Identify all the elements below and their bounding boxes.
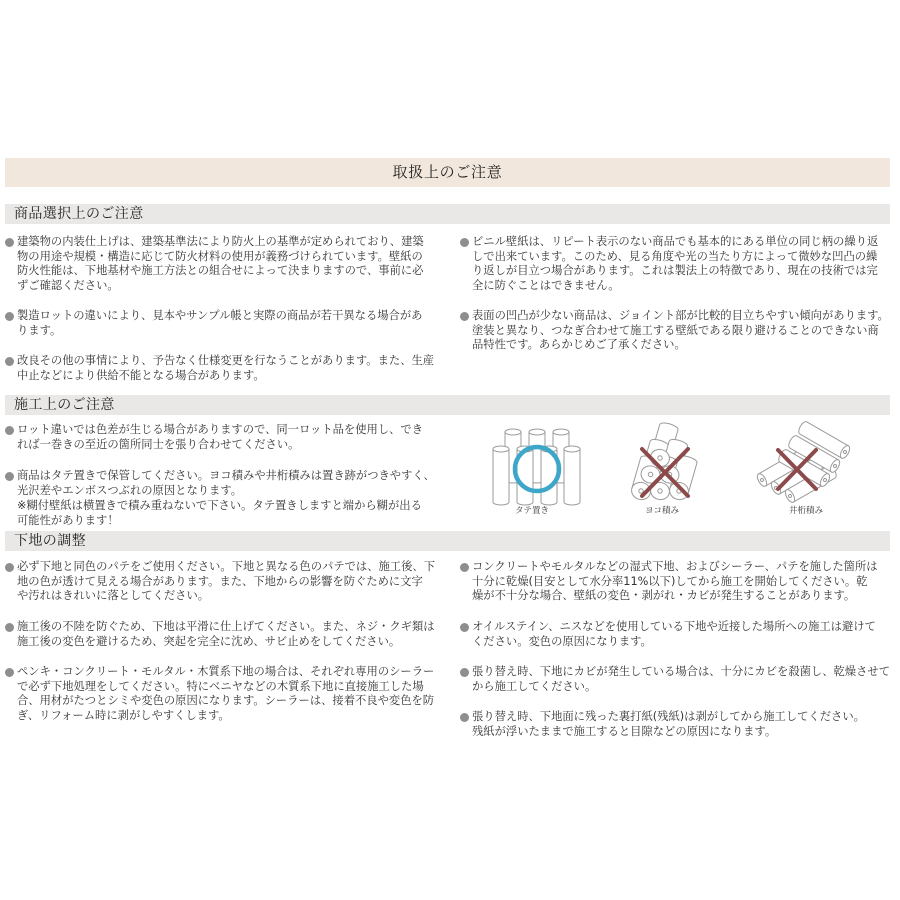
illustration-label-horizontal: ヨコ積み	[644, 506, 679, 516]
bullet-icon	[5, 426, 14, 435]
text-line: 商品はタテ置きで保管してください。ヨコ積みや井桁積みは置き跡がつきやすく、	[17, 469, 435, 482]
text-line: 品特性です。あらかじめご了承ください。	[472, 338, 686, 352]
title-bar	[5, 158, 890, 187]
text-line: 必ず下地と同色のパテをご使用ください。下地と異なる色のパテでは、施工後、下	[17, 560, 435, 573]
text-line: オイルステイン、ニスなどを使用している下地や近接した場所への施工は避けて	[472, 620, 876, 633]
text-line: 防火性能は、下地基材や施工方法との組合せによって決まりますので、事前に必	[17, 264, 424, 278]
caution-item	[472, 235, 878, 293]
bullet-icon	[460, 713, 469, 722]
bullet-icon	[5, 357, 14, 366]
bullet-icon	[5, 472, 14, 481]
section-heading: 下地の調整	[14, 533, 86, 549]
text-line: 光沢差やエンボスつぶれの原因となります。	[17, 483, 243, 497]
text-line: 建築物の内装仕上げは、建築基準法により防火上の基準が定められており、建築	[17, 235, 424, 248]
bullet-icon	[460, 563, 469, 572]
caution-item	[472, 620, 876, 649]
text-line: 中止などにより供給不能となる場合があります。	[17, 368, 265, 382]
storage-illustrations	[480, 420, 860, 508]
bullet-icon	[5, 563, 14, 572]
page-title: 取扱上のご注意	[392, 163, 503, 181]
caution-item	[17, 560, 435, 604]
text-line: 十分に乾燥(目安として水分率11%以下)してから施工を開始してください。乾	[472, 574, 868, 588]
section-heading: 商品選択上のご注意	[14, 206, 144, 222]
caution-item	[17, 620, 435, 649]
text-line: 張り替え時、下地にカビが発生している場合は、十分にカビを殺菌し、乾燥させて	[472, 665, 890, 678]
text-line: コンクリートやモルタルなどの湿式下地、およびシーラー、パテを施した箇所は	[472, 560, 878, 573]
section-header-product-selection	[5, 204, 890, 224]
text-line: で必ず下地処理をしてください。特にベニヤなどの木質系下地に直接施工した場	[17, 679, 424, 693]
text-line: 塗装と異なり、つなぎ合わせて施工する壁紙である限り避けることのできない商	[472, 323, 879, 337]
roll	[493, 446, 509, 505]
caution-item	[17, 354, 434, 383]
illustration-label-crisscross: 井桁積み	[788, 506, 823, 516]
bullet-icon	[460, 668, 469, 677]
caution-item	[17, 665, 434, 723]
illustration-label-upright: タテ置き	[514, 506, 549, 516]
bullet-icon	[460, 312, 469, 321]
caution-item	[17, 309, 422, 338]
text-line: や汚れはきれいに落としてください。	[17, 589, 210, 603]
caution-note	[17, 498, 422, 528]
note-line: 可能性があります！	[17, 514, 119, 527]
caution-item	[17, 423, 423, 452]
text-line: 残紙が浮いたままで施工すると目隙などの原因になります。	[472, 724, 777, 738]
bullet-icon	[5, 238, 14, 247]
text-line: から施工してください。	[472, 679, 597, 693]
text-line: 物の用途や規模・構造に応じて防火材料の使用が義務づけられています。壁紙の	[17, 249, 423, 263]
text-line: ビニル壁紙は、リピート表示のない商品でも基本的にある単位の同じ柄の繰り返	[472, 235, 879, 248]
text-line: 全に防ぐことはできません。	[472, 278, 620, 292]
text-line: 合、用材がたつとシミや変色の原因になります。シーラーは、接着不良や変色を防	[17, 694, 435, 708]
text-line: しで出来ています。このため、見る角度や光の当たり方によって微妙な凹凸の繰	[472, 249, 878, 263]
caution-item	[17, 235, 424, 293]
caution-item	[17, 469, 435, 498]
text-line: り返しが目立つ場合があります。これは製法上の特徴であり、現在の技術では完	[472, 264, 878, 278]
text-line: ぎ、リフォーム時に剥がしやすくします。	[17, 708, 230, 722]
text-line: れば一巻きの至近の箇所同士を張り合わせてください。	[17, 437, 300, 451]
text-line: ります。	[17, 323, 62, 337]
upright-rolls-illustration	[493, 429, 580, 505]
text-line: 施工後の変色を避けるため、突起を完全に沈め、サビ止めをしてください。	[17, 634, 401, 648]
text-line: 地の色が透けて見える場合があります。また、下地からの影響を防ぐために文字	[17, 574, 423, 588]
caution-item	[472, 309, 889, 353]
section-heading: 施工上のご注意	[14, 397, 115, 413]
text-line: ずご確認ください。	[17, 278, 119, 292]
section-header-substrate	[5, 531, 890, 551]
horizontal-stack-illustration	[630, 421, 698, 502]
caution-item	[472, 665, 890, 694]
bullet-icon	[460, 238, 469, 247]
text-line: ロット違いでは色差が生じる場合がありますので、同一ロット品を使用し、でき	[17, 423, 424, 436]
bullet-icon	[460, 623, 469, 632]
text-line: ペンキ・コンクリート・モルタル・木質系下地の場合は、それぞれ専用のシーラー	[17, 665, 435, 678]
caution-item	[472, 710, 865, 739]
bullet-icon	[5, 312, 14, 321]
section-header-installation	[5, 395, 890, 415]
text-line: 施工後の不陸を防ぐため、下地は平滑に仕上げてください。また、ネジ・クギ類は	[17, 620, 435, 633]
caution-item	[472, 560, 878, 604]
note-line: ※糊付壁紙は横置きで積み重ねないで下さい。タテ置きしますと端から糊が出る	[17, 499, 422, 512]
bullet-icon	[5, 623, 14, 632]
text-line: 張り替え時、下地面に残った裏打紙(残紙)は剥がしてから施工してください。	[472, 710, 865, 723]
text-line: 製造ロットの違いにより、見本やサンプル帳と実際の商品が若干異なる場合があ	[17, 309, 423, 322]
bullet-icon	[5, 668, 14, 677]
text-line: ください。変色の原因になります。	[472, 634, 652, 648]
text-line: 改良その他の事情により、予告なく仕様変更を行なうことがあります。また、生産	[17, 354, 435, 367]
roll	[564, 446, 580, 505]
text-line: 燥が不十分な場合、壁紙の変色・剥がれ・カビが発生することがあります。	[472, 589, 856, 603]
text-line: 表面の凹凸が少ない商品は、ジョイント部が比較的目立ちやすい傾向があります。	[472, 309, 889, 322]
